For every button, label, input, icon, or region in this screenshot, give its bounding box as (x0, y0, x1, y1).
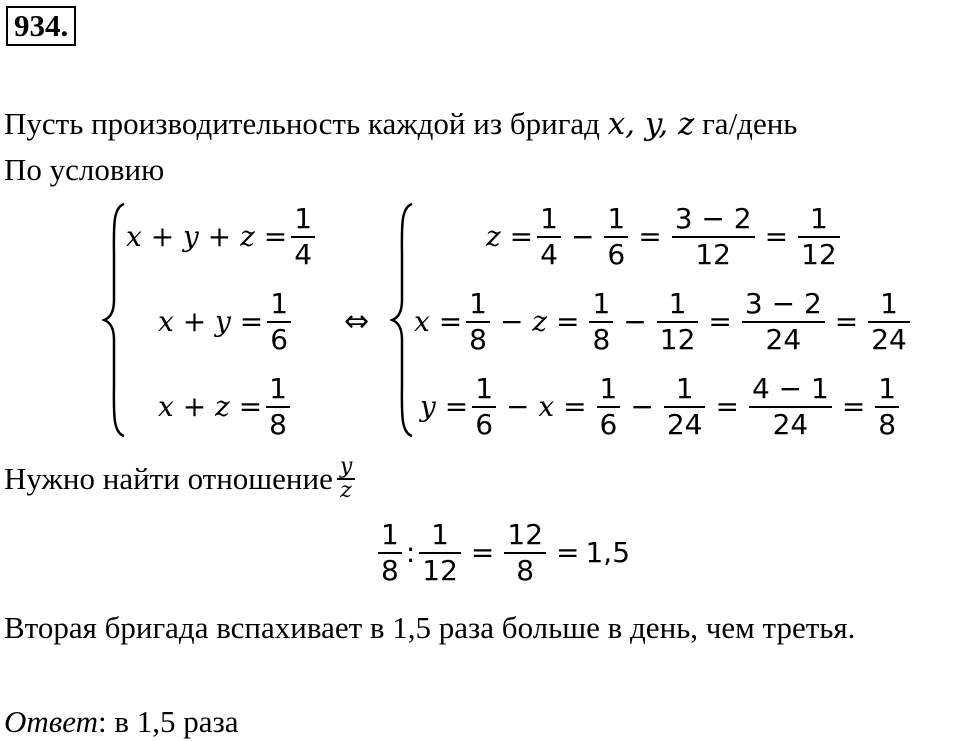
frac (466, 287, 490, 357)
frac-den: 8 (469, 323, 487, 356)
answer-value: в 1,5 раза (114, 704, 239, 739)
find-ratio-line (4, 456, 359, 502)
frac (664, 372, 706, 442)
frac (749, 372, 832, 442)
left-eq-2-lhs: x + y = (158, 305, 264, 338)
operator: = (715, 390, 739, 423)
frac-num: 1 (668, 287, 687, 320)
operator: − (623, 305, 647, 338)
left-eq-1-frac (291, 202, 315, 272)
operator: = (708, 305, 732, 338)
right-eq-2-var: x = (414, 305, 463, 338)
frac-den: 12 (801, 238, 837, 271)
frac-num: 3 − 2 (744, 287, 822, 320)
frac (597, 372, 621, 442)
operator: − z = (499, 305, 580, 338)
left-eq-2 (158, 287, 295, 357)
frac-num: 1 (592, 287, 611, 320)
frac-den: 8 (878, 408, 897, 441)
frac-num: 1 (809, 202, 828, 235)
frac-den: 12 (695, 238, 731, 271)
left-eq-1-lhs: x + y + z = (126, 220, 288, 253)
frac-den: 12 (659, 323, 696, 356)
operator: − x = (506, 390, 587, 423)
frac-den: 4 (294, 238, 313, 271)
right-system-brace (390, 200, 416, 440)
frac-num: 4 − 1 (751, 372, 829, 405)
problem-number: 934. (6, 6, 76, 46)
frac (604, 202, 628, 272)
operator: − (570, 220, 595, 253)
frac-num: 1 (878, 372, 897, 405)
frac-den: 6 (599, 408, 618, 441)
frac-den: 24 (765, 323, 802, 356)
right-eq-2 (414, 287, 914, 357)
intro-text: Пусть производительность каждой из бригад (4, 106, 600, 141)
frac-num: 1 (607, 202, 626, 235)
frac-num: 1 (431, 518, 449, 551)
frac-num: 1 (381, 518, 399, 551)
frac-num: 1 (599, 372, 618, 405)
condition-label: По условию (4, 152, 165, 187)
frac-den: 8 (516, 554, 535, 587)
frac-den: 6 (475, 408, 494, 441)
frac (672, 202, 755, 272)
ratio-frac (337, 456, 355, 502)
operator: = (638, 220, 662, 253)
left-system-brace (102, 200, 128, 440)
right-eq-3-var: y = (420, 390, 469, 423)
computation-result: 1,5 (585, 536, 631, 569)
frac-den: 6 (607, 238, 626, 271)
frac (378, 518, 402, 588)
frac-num: y (339, 454, 353, 479)
operator: = (841, 390, 866, 423)
right-eq-1 (486, 202, 844, 272)
right-eq-3 (420, 372, 903, 442)
intro-unit: га/день (702, 106, 798, 141)
find-ratio-text: Нужно найти отношение (4, 461, 333, 496)
intro-vars: x, y, z (607, 106, 695, 142)
frac-den: 8 (269, 408, 287, 441)
right-eq-1-var: z = (486, 220, 534, 253)
frac (504, 518, 546, 588)
frac-den: z (340, 478, 352, 503)
frac (875, 372, 899, 442)
frac-den: 6 (270, 323, 289, 356)
frac-num: 12 (507, 518, 544, 551)
operator: = (556, 536, 580, 569)
frac (798, 202, 840, 272)
frac (419, 518, 461, 588)
operator: − (630, 390, 654, 423)
frac (589, 287, 613, 357)
operator: = (764, 220, 789, 253)
operator: : (405, 536, 416, 569)
equivalence-sign: ⇔ (344, 304, 370, 339)
frac-den: 4 (540, 238, 558, 271)
frac-den: 24 (772, 408, 809, 441)
frac (537, 202, 561, 272)
frac (868, 287, 910, 357)
conclusion: Вторая бригада вспахивает в 1,5 раза больше в день, чем третья. (4, 610, 856, 645)
answer-label: Ответ (4, 704, 98, 739)
frac (472, 372, 496, 442)
frac-num: 3 − 2 (674, 202, 752, 235)
frac-num: 1 (675, 372, 694, 405)
left-eq-3-frac (266, 372, 290, 442)
frac-num: 1 (475, 372, 494, 405)
frac (657, 287, 699, 357)
frac-num: 1 (880, 287, 898, 320)
frac-num: 1 (270, 287, 289, 320)
intro-line (4, 106, 797, 142)
left-eq-2-frac (267, 287, 291, 357)
operator: = (470, 536, 495, 569)
computation (374, 518, 630, 588)
frac-den: 8 (592, 323, 611, 356)
frac-den: 12 (422, 554, 458, 587)
frac-den: 24 (666, 408, 703, 441)
frac (742, 287, 825, 357)
left-eq-1 (126, 202, 319, 272)
frac-num: 1 (294, 202, 313, 235)
left-eq-3 (158, 372, 294, 442)
answer-colon: : (97, 704, 107, 739)
frac-den: 24 (871, 323, 907, 356)
frac-num: 1 (269, 372, 287, 405)
operator: = (834, 305, 859, 338)
frac-den: 8 (381, 554, 399, 587)
frac-num: 1 (469, 287, 487, 320)
left-eq-3-lhs: x + z = (158, 390, 263, 423)
frac-num: 1 (540, 202, 558, 235)
answer-line (4, 704, 239, 740)
